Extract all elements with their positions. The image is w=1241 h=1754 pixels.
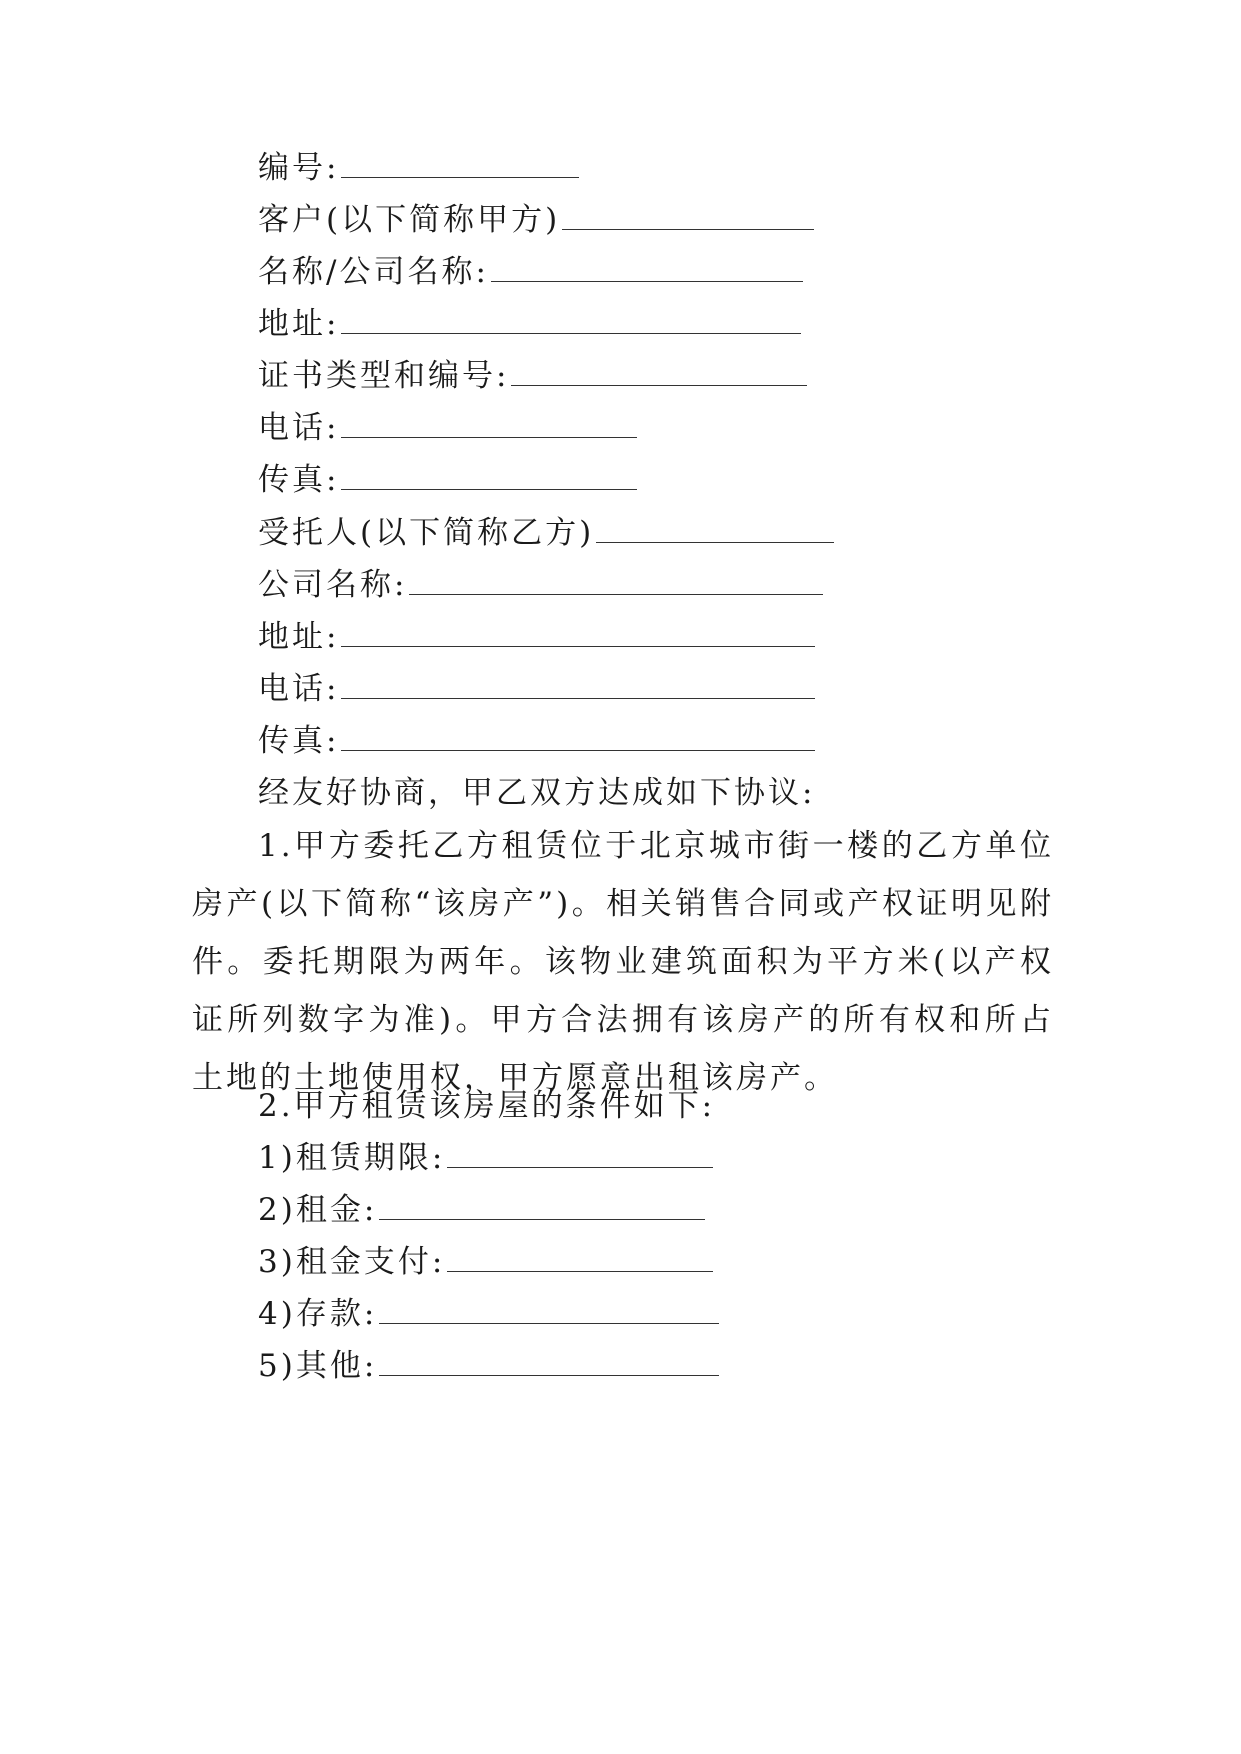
rent-payment-blank — [447, 1243, 713, 1272]
trustee-row — [258, 513, 834, 553]
lease-term-blank — [447, 1139, 713, 1168]
phone-a-blank — [341, 409, 637, 438]
phone-a-label: 电话: — [258, 410, 340, 446]
number-blank — [341, 149, 579, 178]
deposit-blank — [379, 1295, 719, 1324]
rent-payment-row — [258, 1242, 713, 1282]
fax-b-blank — [341, 722, 815, 751]
company-name-row — [258, 252, 803, 292]
trustee-blank — [596, 514, 834, 543]
rent-blank — [379, 1191, 705, 1220]
address-b-row — [258, 617, 815, 657]
address-b-label: 地址: — [258, 619, 340, 655]
deposit-row — [258, 1294, 719, 1334]
other-blank — [379, 1347, 719, 1376]
clause-1-paragraph: 1.甲方委托乙方租赁位于北京城市街一楼的乙方单位房产(以下简称“该房产”)。相关销售合同或产权证明见附件。委托期限为两年。该物业建筑面积为平方米(以产权证所列数字为准)。甲方合法拥有该房产的所有权和所占土地的土地使用权，甲方愿意出租该房产。 — [192, 828, 1054, 1096]
client-row — [258, 200, 814, 240]
address-a-row — [258, 304, 801, 344]
certificate-blank — [511, 357, 807, 386]
address-a-label: 地址: — [258, 306, 340, 342]
company-name-label: 名称/公司名称: — [258, 254, 489, 290]
client-label: 客户(以下简称甲方) — [258, 202, 561, 238]
phone-a-row — [258, 408, 637, 448]
rent-label: 2)租金: — [258, 1192, 378, 1228]
number-label: 编号: — [258, 150, 340, 186]
lease-term-row — [258, 1138, 713, 1178]
fax-a-row — [258, 460, 637, 500]
other-row — [258, 1346, 719, 1386]
fax-b-row — [258, 721, 815, 761]
trustee-label: 受托人(以下简称乙方) — [258, 515, 595, 551]
company-name-blank — [491, 253, 803, 282]
fax-b-label: 传真: — [258, 723, 340, 759]
phone-b-row — [258, 669, 815, 709]
other-label: 5)其他: — [258, 1348, 378, 1384]
certificate-row — [258, 356, 807, 396]
company-b-row — [258, 565, 823, 605]
phone-b-blank — [341, 670, 815, 699]
deposit-label: 4)存款: — [258, 1296, 378, 1332]
rent-payment-label: 3)租金支付: — [258, 1244, 446, 1280]
certificate-label: 证书类型和编号: — [258, 358, 510, 394]
company-b-label: 公司名称: — [258, 567, 408, 603]
clause-2-heading: 2.甲方租赁该房屋的条件如下: — [258, 1088, 716, 1124]
company-b-blank — [409, 566, 823, 595]
fax-a-label: 传真: — [258, 462, 340, 498]
client-blank — [562, 201, 814, 230]
agreement-intro: 经友好协商，甲乙双方达成如下协议: — [258, 775, 816, 811]
phone-b-label: 电话: — [258, 671, 340, 707]
lease-term-label: 1)租赁期限: — [258, 1140, 446, 1176]
number-row — [258, 148, 579, 188]
rent-row — [258, 1190, 705, 1230]
address-b-blank — [341, 618, 815, 647]
address-a-blank — [341, 305, 801, 334]
fax-a-blank — [341, 461, 637, 490]
